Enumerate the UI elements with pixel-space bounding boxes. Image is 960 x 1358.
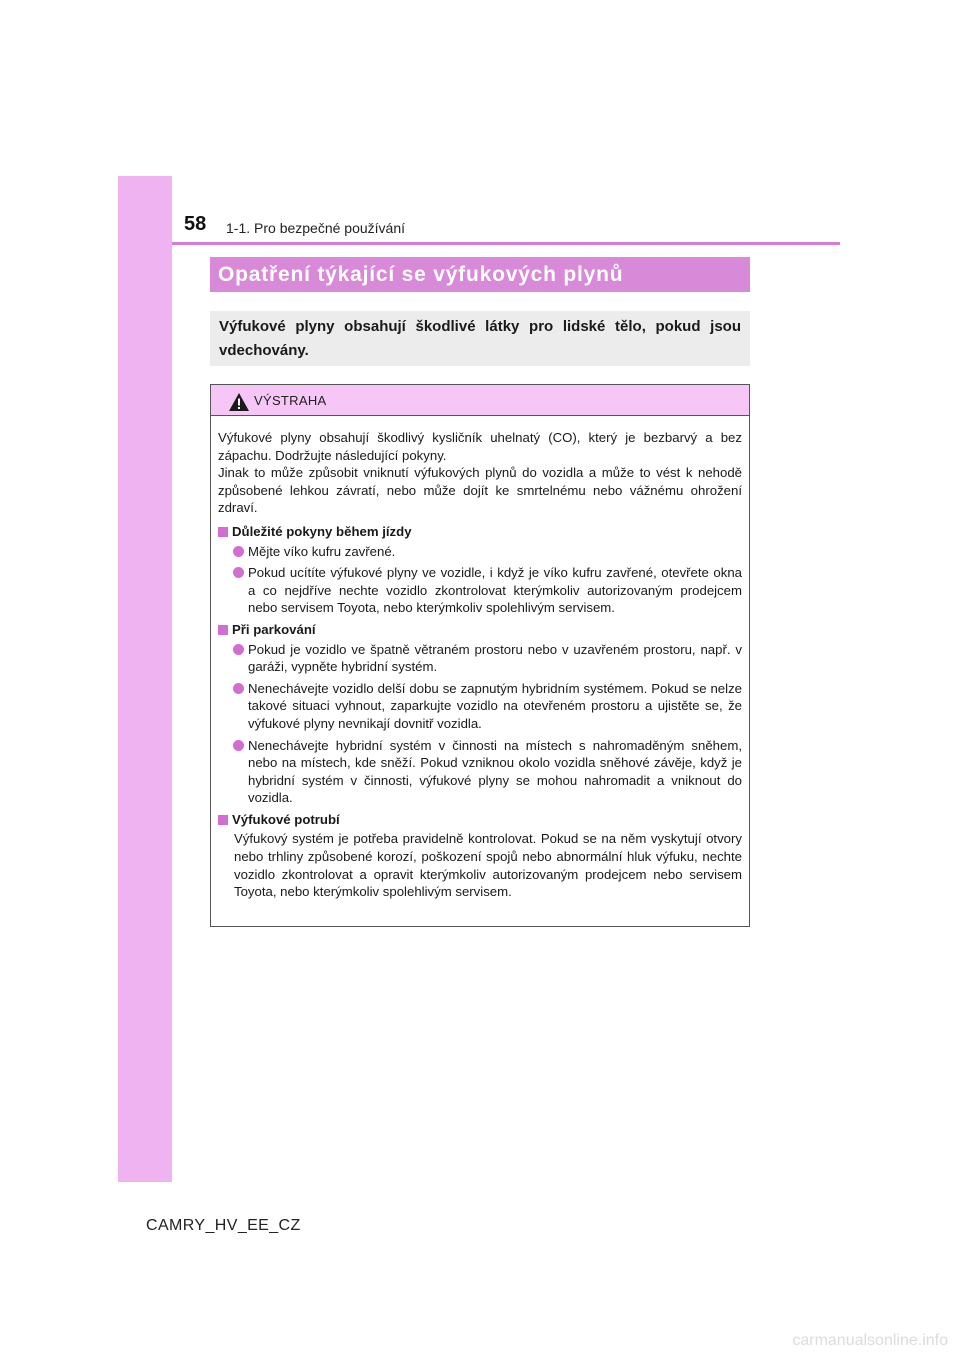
watermark: carmanualsonline.info	[792, 1332, 948, 1349]
list-item: Pokud ucítíte výfukové plyny ve vozidle, i když je víko kufru zavřené, otevřete okna a co nejdříve nechte vozidlo zkontrolovat kterýmkoliv autorizovaným prodejcem nebo servisem Toyota, nebo kterýmkoliv spolehlivým servisem.	[218, 564, 742, 617]
warning-intro-2: Jinak to může způsobit vniknutí výfukových plynů do vozidla a může to vést k nehodě způsobené lehkou závratí, nebo může dojít ke smrtelnému nebo vážnému ohrožení zdraví.	[218, 465, 742, 516]
section-heading-exhaust-pipe: Výfukové potrubí	[218, 811, 742, 829]
list-item: Mějte víko kufru zavřené.	[218, 543, 742, 561]
list-item: Nenechávejte hybridní systém v činnosti na místech s nahromaděným sněhem, nebo na místech, kde sněží. Pokud vzniknou okolo vozidla sněhové závěje, když je hybridní systém v činnosti, výfukové plyny se mohou nahromadit a vniknout do vozidla.	[218, 737, 742, 807]
warning-label: VÝSTRAHA	[254, 393, 327, 408]
breadcrumb: 1-1. Pro bezpečné používání	[226, 220, 406, 236]
header-rule	[172, 242, 840, 245]
square-bullet-icon	[218, 527, 228, 537]
side-tab-strip	[118, 176, 172, 1182]
list-item: Nenechávejte vozidlo delší dobu se zapnutým hybridním systémem. Pokud se nelze takové situaci vyhnout, zaparkujte vozidlo na otevřeném prostoru a ujistěte se, že výfukové plyny nevnikají dovnitř vozidla.	[218, 680, 742, 733]
warning-box	[210, 384, 750, 927]
intro-box	[210, 311, 750, 366]
page-number: 58	[184, 213, 207, 235]
section-heading-driving: Důležité pokyny během jízdy	[218, 523, 742, 541]
circle-bullet-icon	[233, 683, 244, 694]
circle-bullet-icon	[233, 644, 244, 655]
section-title: Opatření týkající se výfukových plynů	[210, 257, 750, 292]
circle-bullet-icon	[233, 567, 244, 578]
circle-bullet-icon	[233, 740, 244, 751]
footer-code: CAMRY_HV_EE_CZ	[146, 1217, 301, 1234]
warning-header	[211, 385, 749, 416]
intro-text: Výfukové plyny obsahují škodlivé látky pro lidské tělo, pokud jsou vdechovány.	[219, 318, 741, 359]
square-bullet-icon	[218, 625, 228, 635]
warning-body	[211, 416, 749, 901]
square-bullet-icon	[218, 815, 228, 825]
section-heading-parking: Při parkování	[218, 621, 742, 639]
warning-triangle-icon	[228, 392, 250, 412]
list-item: Pokud je vozidlo ve špatně větraném prostoru nebo v uzavřeném prostoru, např. v garáži, vypněte hybridní systém.	[218, 641, 742, 676]
circle-bullet-icon	[233, 546, 244, 557]
warning-intro-1: Výfukové plyny obsahují škodlivý kysličník uhelnatý (CO), který je bezbarvý a bez zápachu. Dodržujte následující pokyny.	[218, 430, 742, 463]
section-text-exhaust-pipe: Výfukový systém je potřeba pravidelně kontrolovat. Pokud se na něm vyskytují otvory nebo trhliny způsobené korozí, poškození spojů nebo abnormální hluk výfuku, nechte vozidlo zkontrolovat a opravit kterýmkoliv autorizovaným prodejcem nebo servisem Toyota, nebo kterýmkoliv spolehlivým servisem.	[234, 831, 742, 900]
